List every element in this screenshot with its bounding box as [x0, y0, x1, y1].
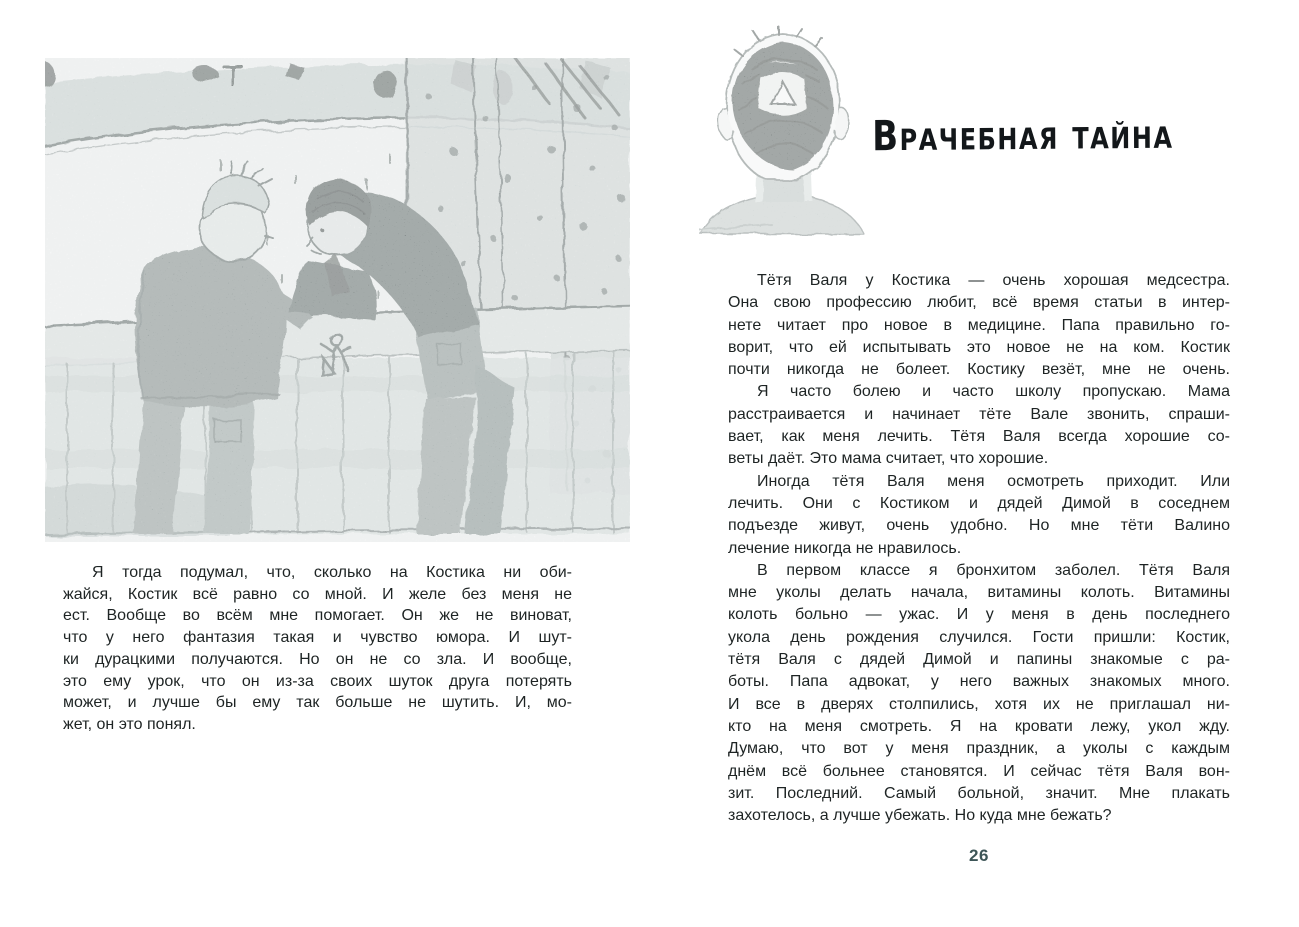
paragraph [728, 560, 1230, 828]
text-line: это ему урок, что он из-за своих шуток друга потерять [63, 672, 572, 690]
text-line: Думаю, что вот у меня праздник, а уколы с каждым [728, 740, 1230, 758]
text-line: жет, он это понял. [63, 715, 196, 733]
chapter-title: Врачебная тайна [872, 109, 1174, 162]
paragraph [728, 471, 1230, 560]
text-line: подъезде живут, очень удобно. Но мне тёти Валино [728, 517, 1230, 535]
text-line: ест. Вообще во всём мне помогает. Он же не виноват, [63, 607, 572, 625]
page-number: 26 [969, 846, 989, 865]
text-line: боты. Папа адвокат, у него важных знакомых много. [728, 673, 1230, 691]
paragraph [728, 270, 1230, 381]
text-line: ворит, что ей испытывать это новое не на ком. Костик [728, 338, 1230, 356]
text-line: тётя Валя с дядей Димой и папины знакомые с ра- [728, 651, 1230, 669]
text-line: захотелось, а лучше убежать. Но куда мне бежать? [728, 807, 1112, 825]
paragraph [63, 562, 572, 736]
text-line: лечение никогда не нравилось. [728, 539, 962, 557]
text-line: ки дурацкими получаются. Но он не со зла. И вообще, [63, 650, 572, 668]
text-line: может, и лучше бы ему так больше не шутить. И, мо- [63, 694, 572, 712]
right-page-text [728, 270, 1230, 827]
text-line: нете читает про новое в медицине. Папа правильно го- [728, 316, 1230, 334]
head-illustration [699, 22, 867, 236]
text-line: колоть больно — ужас. И у меня в день последнего [728, 606, 1230, 624]
paragraph [728, 381, 1230, 470]
text-line: В первом классе я бронхитом заболел. Тётя Валя [757, 561, 1230, 579]
text-line: лечить. Они с Костиком и дядей Димой в соседнем [728, 494, 1230, 512]
left-illustration [45, 58, 630, 542]
text-line: И все в дверях столпились, хотя их не приглашал ни- [728, 695, 1230, 713]
text-line: кто на меня смотреть. Я на кровати лежу, укол жду. [728, 717, 1230, 735]
text-line: веты даёт. Это мама считает, что хорошие. [728, 450, 1049, 468]
text-line: укола день рождения случился. Гости пришли: Костик, [728, 628, 1230, 646]
text-line: что у него фантазия такая и чувство юмора. И шут- [63, 629, 572, 647]
left-page-text [63, 562, 572, 736]
text-line: Иногда тётя Валя меня осмотреть приходит. Или [757, 472, 1230, 490]
text-line: вает, как меня лечить. Тётя Валя всегда хорошие со- [728, 428, 1230, 446]
text-line: почти никогда не болеет. Костику везёт, мне не очень. [728, 361, 1230, 379]
text-line: зит. Последний. Самый больной, значит. Мне плакать [728, 784, 1230, 802]
text-line: мне уколы делать начала, витамины колоть. Витамины [728, 584, 1230, 602]
text-line: днём всё больнее становятся. И сейчас тётя Валя вон- [728, 762, 1230, 780]
text-line: жайся, Костик всё равно со мной. И желе без меня не [63, 585, 572, 603]
text-line: Я тогда подумал, что, сколько на Костика ни оби- [92, 564, 572, 581]
text-line: Тётя Валя у Костика — очень хорошая медсестра. [757, 272, 1230, 289]
text-line: Я часто болею и часто школу пропускаю. Мама [757, 383, 1230, 401]
text-line: Она свою профессию любит, всё время статьи в интер- [728, 294, 1230, 312]
text-line: расстраивается и начинает тёте Вале звонить, спраши- [728, 405, 1230, 423]
